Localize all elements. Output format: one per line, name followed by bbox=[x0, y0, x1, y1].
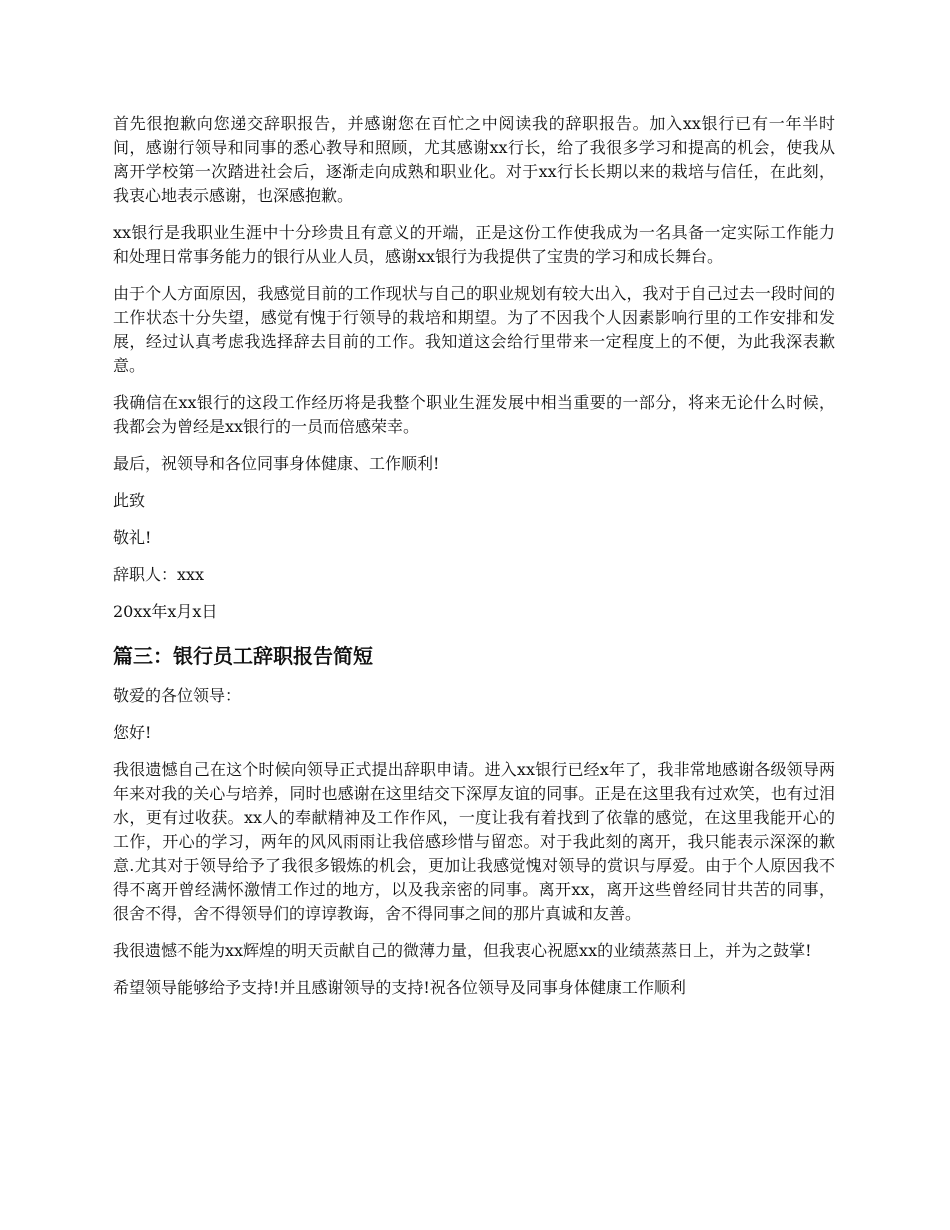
paragraph-reason: 由于个人方面原因，我感觉目前的工作现状与自己的职业规划有较大出入，我对于自己过去一段时间的工作状态十分失望，感觉有愧于行领导的栽培和期望。为了不因我个人因素影响行里的工作安排和发展，经过认真考虑我选择辞去目前的工作。我知道这会给行里带来一定程度上的不便，为此我深表歉意。 bbox=[113, 284, 835, 375]
paragraph-final-wishes: 希望领导能够给予支持!并且感谢领导的支持!祝各位领导及同事身体健康工作顺利 bbox=[113, 978, 686, 997]
signature-line: 辞职人：xxx bbox=[113, 565, 205, 584]
greeting: 您好! bbox=[113, 723, 152, 742]
paragraph-regret: 我很遗憾不能为xx辉煌的明天贡献自己的微薄力量，但我衷心祝愿xx的业绩蒸蒸日上，并为之鼓掌! bbox=[113, 941, 812, 960]
paragraph-experience: 我确信在xx银行的这段工作经历将是我整个职业生涯发展中相当重要的一部分，将来无论什么时候，我都会为曾经是xx银行的一员而倍感荣幸。 bbox=[113, 393, 835, 436]
date-line: 20xx年x月x日 bbox=[113, 602, 218, 621]
paragraph-career-start: xx银行是我职业生涯中十分珍贵且有意义的开端，正是这份工作使我成为一名具备一定实际工作能力和处理日常事务能力的银行从业人员，感谢xx银行为我提供了宝贵的学习和成长舞台。 bbox=[113, 223, 835, 266]
paragraph-apology: 首先很抱歉向您递交辞职报告，并感谢您在百忙之中阅读我的辞职报告。加入xx银行已有一年半时间，感谢行领导和同事的悉心教导和照顾，尤其感谢xx行长，给了我很多学习和提高的机会，使我从离开学校第一次踏进社会后，逐渐走向成熟和职业化。对于xx行长长期以来的栽培与信任，在此刻，我衷心地表示感谢，也深感抱歉。 bbox=[113, 114, 835, 205]
closing-ci-zhi: 此致 bbox=[113, 491, 146, 510]
paragraph-wishes: 最后，祝领导和各位同事身体健康、工作顺利! bbox=[113, 454, 440, 473]
section-heading: 篇三：银行员工辞职报告简短 bbox=[113, 644, 373, 668]
salutation: 敬爱的各位领导： bbox=[113, 686, 242, 705]
closing-jing-li: 敬礼! bbox=[113, 528, 152, 547]
document-page bbox=[113, 112, 835, 1013]
paragraph-resignation-request: 我很遗憾自己在这个时候向领导正式提出辞职申请。进入xx银行已经x年了，我非常地感谢各级领导两年来对我的关心与培养，同时也感谢在这里结交下深厚友谊的同事。正是在这里我有过欢笑，也有过泪水，更有过收获。xx人的奉献精神及工作作风，一度让我有着找到了依靠的感觉，在这里我能开心的工作，开心的学习，两年的风风雨雨让我倍感珍惜与留恋。对于我此刻的离开，我只能表示深深的歉意.尤其对于领导给予了我很多锻炼的机会，更加让我感觉愧对领导的赏识与厚爱。由于个人原因我不得不离开曾经满怀激情工作过的地方，以及我亲密的同事。离开xx，离开这些曾经同甘共苦的同事，很舍不得，舍不得领导们的谆谆教诲，舍不得同事之间的那片真诚和友善。 bbox=[113, 760, 835, 923]
